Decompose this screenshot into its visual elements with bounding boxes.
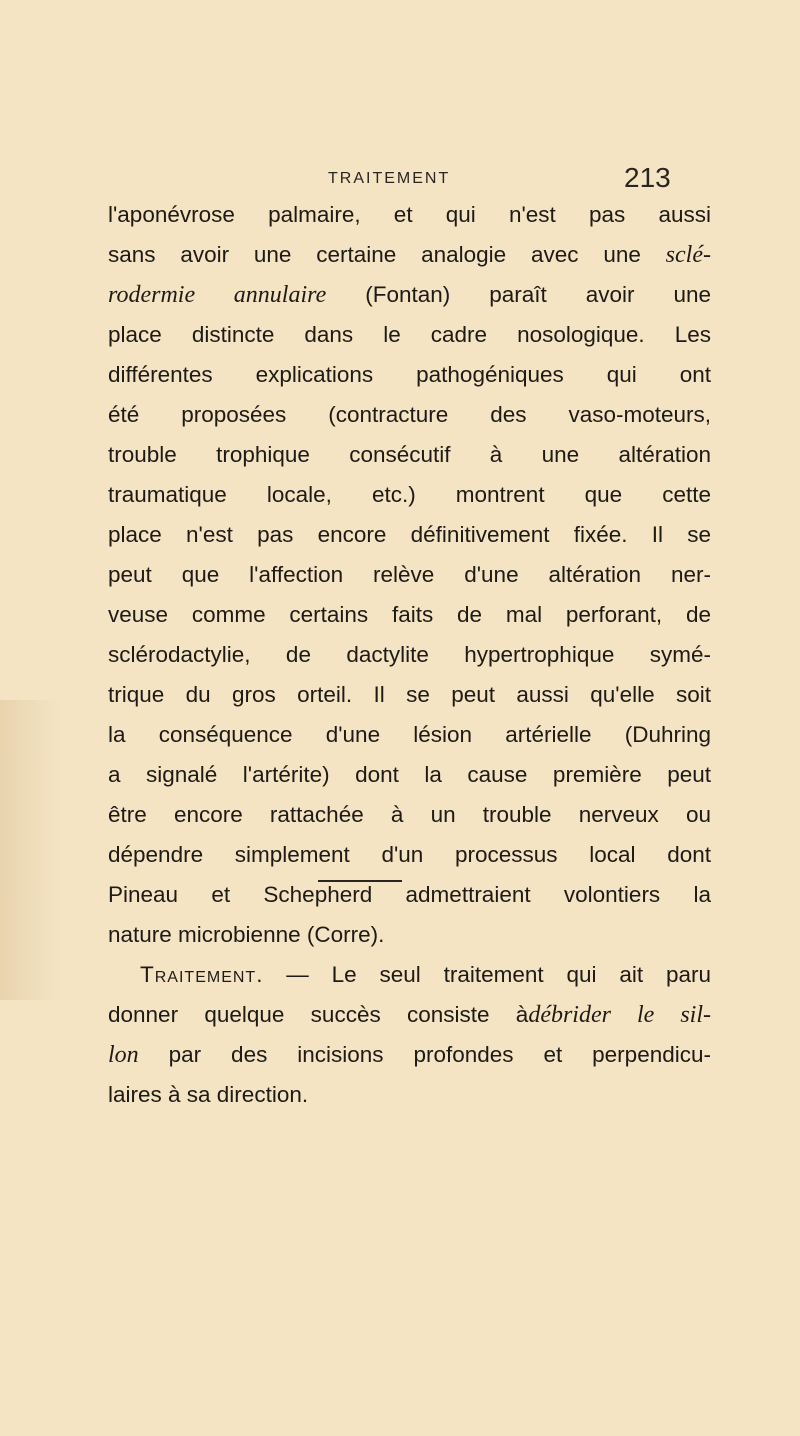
section-heading: Traitement. — [140, 962, 264, 987]
text-line: place n'est pas encore définitivement fixée. Il se — [108, 522, 711, 547]
text-line: être encore rattachée à un trouble nerveux ou — [108, 802, 711, 827]
text-line: laires à sa direction. — [108, 1082, 309, 1107]
text-line: place distincte dans le cadre nosologique. Les — [108, 322, 711, 347]
text-line: traumatique locale, etc.) montrent que cette — [108, 482, 711, 507]
italic-term: sclé- — [665, 242, 711, 268]
text-line: sclérodactylie, de dactylite hypertrophique symé- — [108, 642, 711, 667]
text-line: la conséquence d'une lésion artérielle (Duhring — [108, 722, 711, 747]
body-text — [108, 195, 711, 1115]
text-line: nature microbienne (Corre). — [108, 922, 385, 947]
page-number: 213 — [624, 162, 671, 193]
text-line: trique du gros orteil. Il se peut aussi qu'elle soit — [108, 682, 711, 707]
italic-term: lon — [108, 1042, 139, 1068]
text-line: sans avoir une certaine analogie avec une sclé- — [108, 242, 711, 268]
text-line: trouble trophique consécutif à une altération — [108, 442, 711, 467]
italic-term: rodermie annulaire — [108, 282, 327, 308]
text-line: peut que l'affection relève d'une altération ner- — [108, 562, 711, 587]
text-line: l'aponévrose palmaire, et qui n'est pas aussi — [108, 202, 711, 227]
text-line: lon par des incisions profondes et perpendicu- — [108, 1042, 711, 1068]
running-title: TRAITEMENT — [328, 170, 451, 187]
closing-rule — [318, 880, 402, 882]
text-line: Traitement. — Le seul traitement qui ait paru — [140, 962, 711, 987]
text-line: rodermie annulaire (Fontan) paraît avoir une — [108, 282, 711, 308]
text-line: veuse comme certains faits de mal perforant, de — [108, 602, 711, 627]
running-head — [0, 150, 800, 193]
text-line: a signalé l'artérite) dont la cause première peut — [108, 762, 711, 787]
text-line: été proposées (contracture des vaso-moteurs, — [108, 402, 711, 427]
paper-stain — [0, 700, 60, 1000]
text-line: dépendre simplement d'un processus local dont — [108, 842, 711, 867]
text-line: différentes explications pathogéniques qui ont — [108, 362, 711, 387]
text-line: Pineau et Schepherd admettraient volontiers la — [108, 882, 711, 907]
text-line: donner quelque succès consiste àdébrider le sil- — [108, 1002, 711, 1028]
italic-term: débrider le sil- — [528, 1002, 711, 1028]
